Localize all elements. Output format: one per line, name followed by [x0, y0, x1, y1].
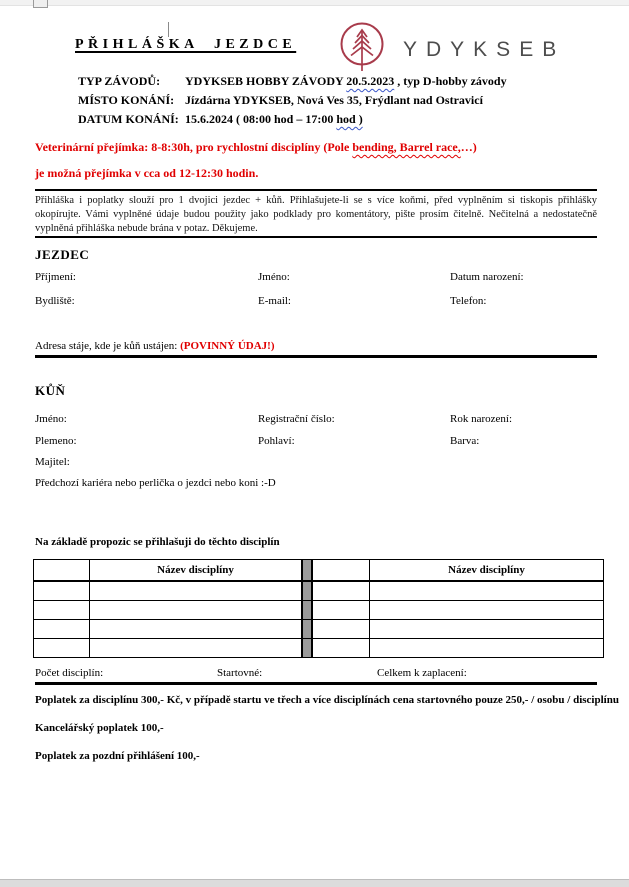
discipline-name-cell[interactable]: [370, 581, 604, 601]
career-field-label: Předchozí kariéra nebo perlička o jezdci nebo koni :-D: [35, 477, 276, 489]
table-divider: [302, 560, 312, 582]
divider-line: [35, 355, 597, 358]
divider-line: [35, 189, 597, 191]
stable-address-label: Adresa stáje, kde je kůň ustájen:: [35, 340, 181, 352]
discipline-number-cell[interactable]: [34, 581, 90, 601]
firstname-field-label: Jméno:: [258, 271, 290, 283]
rider-fields-row1: [35, 271, 597, 287]
horse-name-field-label: Jméno:: [35, 413, 67, 425]
fee-note-late: Poplatek za pozdní přihlášení 100,-: [35, 750, 200, 762]
discipline-name-cell[interactable]: [90, 620, 303, 639]
horse-fields-row1: [35, 413, 597, 429]
event-place-label: MÍSTO KONÁNÍ:: [78, 93, 175, 107]
event-date-row: [78, 112, 598, 130]
phone-field-label: Telefon:: [450, 295, 487, 307]
color-field-label: Barva:: [450, 435, 480, 447]
stable-address-line: [35, 340, 597, 352]
discipline-number-cell[interactable]: [312, 581, 370, 601]
discipline-name-cell[interactable]: [90, 639, 303, 658]
horse-fields-row2: [35, 435, 597, 451]
number-column-header: [34, 560, 90, 582]
discipline-number-cell[interactable]: [34, 620, 90, 639]
cropped-ui-fragment-icon: [33, 0, 48, 8]
rider-section-heading: JEZDEC: [35, 247, 90, 262]
logo: [337, 22, 597, 76]
discipline-name-cell[interactable]: [370, 601, 604, 620]
brand-name: YDYKSEB: [403, 38, 566, 61]
event-date-value: 15.6.2024 ( 08:00 hod – 17:00: [185, 112, 337, 126]
discipline-row: [34, 639, 604, 658]
event-type-value-tail: , typ D-hobby závody: [394, 74, 507, 88]
total-due-label: Celkem k zaplacení:: [377, 667, 467, 679]
discipline-name-cell[interactable]: [370, 639, 604, 658]
registration-number-field-label: Registrační číslo:: [258, 413, 335, 425]
totals-row: [35, 667, 597, 682]
event-type-value: YDYKSEB HOBBY ZÁVODY: [185, 74, 347, 88]
rider-fields-row2: [35, 295, 597, 311]
breed-field-label: Plemeno:: [35, 435, 77, 447]
vet-note-text: Veterinární přejímka: 8-8:30h, pro rychlostní disciplíny (Pole: [35, 140, 353, 154]
discipline-row: [34, 620, 604, 639]
discipline-name-cell[interactable]: [90, 581, 303, 601]
sex-field-label: Pohlaví:: [258, 435, 295, 447]
divider-line: [35, 236, 597, 238]
vet-note-line2: je možná přejímka v cca od 12-12:30 hodin.: [35, 166, 259, 180]
event-place-row: [78, 93, 598, 111]
owner-field-label: Majitel:: [35, 456, 70, 468]
fir-tree-circle-icon: [337, 20, 387, 79]
intro-paragraph: Přihláška i poplatky slouží pro 1 dvojici jezdec + kůň. Přihlašujete-li se s více koňmi, před vyplněním si tiskopis přihlášky okopírujte. Vámi vyplněné údaje budou použity jako podklady pro komentátory, pište prosím čitelně. Nečitelná a nedostatečně vyplněná přihláška nebude brána v potaz. Děkujeme.: [35, 195, 597, 234]
event-type-label: TYP ZÁVODŮ:: [78, 74, 161, 88]
discipline-name-cell[interactable]: [90, 601, 303, 620]
disciplines-table: [33, 559, 604, 658]
table-divider: [302, 581, 312, 601]
vet-note-line1: [35, 140, 597, 155]
discipline-number-cell[interactable]: [34, 639, 90, 658]
discipline-number-cell[interactable]: [312, 639, 370, 658]
window-edge-top: [0, 0, 629, 6]
disciplines-header-row: [34, 560, 604, 582]
discipline-number-cell[interactable]: [34, 601, 90, 620]
birthdate-field-label: Datum narození:: [450, 271, 524, 283]
discipline-row: [34, 601, 604, 620]
vet-note-text-tail: …): [460, 140, 477, 154]
fee-note-discipline: Poplatek za disciplínu 300,- Kč, v případě startu ve třech a více disciplínách cena startovného pouze 250,- / osobu / disciplínu: [35, 694, 619, 706]
fee-note-office: Kancelářský poplatek 100,-: [35, 722, 164, 734]
text-cursor: [168, 22, 169, 37]
discipline-name-cell[interactable]: [370, 620, 604, 639]
table-divider: [302, 601, 312, 620]
table-divider: [302, 620, 312, 639]
horse-section-heading: KŮŇ: [35, 383, 66, 398]
grammar-flagged-text: hod ): [336, 112, 363, 126]
event-place-value: Jízdárna YDYKSEB, Nová Ves 35, Frýdlant nad Ostravicí: [185, 93, 483, 107]
page-title: PŘIHLÁŠKA JEZDCE: [75, 37, 297, 52]
table-divider: [302, 639, 312, 658]
email-field-label: E-mail:: [258, 295, 291, 307]
discipline-row: [34, 581, 604, 601]
event-date-label: DATUM KONÁNÍ:: [78, 112, 179, 126]
discipline-number-cell[interactable]: [312, 601, 370, 620]
required-field-note: (POVINNÝ ÚDAJ!): [180, 340, 275, 352]
surname-field-label: Příjmení:: [35, 271, 76, 283]
disciplines-intro: Na základě propozic se přihlašuji do těchto disciplín: [35, 536, 280, 548]
grammar-flagged-text: 20.5.2023: [346, 74, 395, 88]
divider-line: [35, 682, 597, 685]
discipline-name-column-header: Název disciplíny: [90, 560, 303, 582]
address-field-label: Bydliště:: [35, 295, 75, 307]
spellcheck-flagged-text: bending, Barrel race,: [352, 140, 461, 154]
number-column-header: [312, 560, 370, 582]
event-type-row: [78, 74, 598, 92]
discipline-number-cell[interactable]: [312, 620, 370, 639]
discipline-name-column-header: Název disciplíny: [370, 560, 604, 582]
discipline-count-label: Počet disciplín:: [35, 667, 104, 679]
entry-fee-label: Startovné:: [217, 667, 263, 679]
birth-year-field-label: Rok narození:: [450, 413, 513, 425]
